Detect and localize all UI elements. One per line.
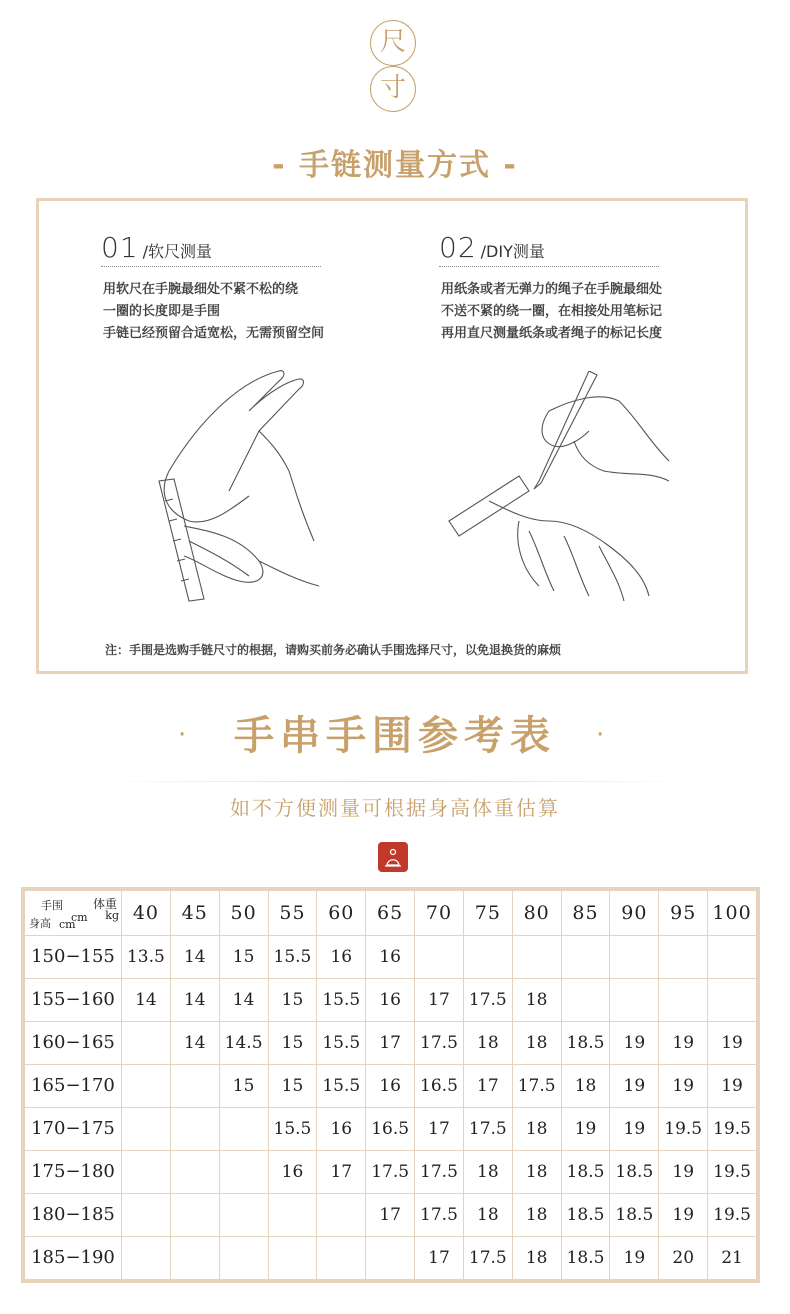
wrist-size-cell: 19.5 (659, 1107, 708, 1150)
wrist-size-cell: 18 (463, 1193, 512, 1236)
wrist-size-cell (708, 978, 757, 1021)
wrist-size-cell: 19.5 (708, 1150, 757, 1193)
weight-header: 40 (122, 891, 171, 936)
height-range-cell: 170−175 (25, 1107, 122, 1150)
wrist-size-cell: 21 (708, 1236, 757, 1279)
wrist-size-cell: 17.5 (512, 1064, 561, 1107)
wrist-size-cell: 17 (366, 1021, 415, 1064)
reference-subtitle: 如不方便测量可根据身高体重估算 (230, 796, 560, 820)
wrist-size-cell (366, 1236, 415, 1279)
wrist-size-cell (122, 1193, 171, 1236)
wrist-size-cell: 17.5 (415, 1193, 464, 1236)
step2-description (441, 279, 731, 345)
corner-height-unit: cm (59, 917, 76, 931)
wrist-size-cell (219, 1150, 268, 1193)
step2-number: 02 (439, 231, 477, 264)
wrist-size-cell: 16 (366, 1064, 415, 1107)
weight-header: 55 (268, 891, 317, 936)
table-corner-cell (25, 891, 122, 936)
wrist-size-cell: 18.5 (561, 1021, 610, 1064)
table-row (25, 1107, 757, 1150)
wrist-size-cell: 19 (659, 1021, 708, 1064)
step2-line: 不送不紧的绕一圈，在相接处用笔标记 (441, 304, 663, 319)
wrist-size-cell: 17 (415, 978, 464, 1021)
wrist-size-cell (268, 1236, 317, 1279)
title-dot-left: · (178, 720, 187, 750)
table-header-row (25, 891, 757, 936)
wrist-size-cell: 15.5 (317, 1021, 366, 1064)
wrist-size-cell: 19 (610, 1021, 659, 1064)
wrist-size-cell: 19 (610, 1107, 659, 1150)
wrist-size-cell: 15 (268, 1064, 317, 1107)
height-range-cell: 185−190 (25, 1236, 122, 1279)
wrist-size-cell: 16.5 (366, 1107, 415, 1150)
wrist-size-cell: 18.5 (561, 1150, 610, 1193)
table-row (25, 1150, 757, 1193)
wrist-size-cell: 16 (268, 1150, 317, 1193)
wrist-size-cell (170, 1064, 219, 1107)
height-range-cell: 155−160 (25, 978, 122, 1021)
measure-section-title: - 手链测量方式 - (272, 148, 518, 183)
measure-panel (36, 198, 748, 674)
wrist-size-cell (610, 978, 659, 1021)
wrist-size-cell (219, 1107, 268, 1150)
wrist-size-cell: 18 (512, 1021, 561, 1064)
step1-number: 01 (101, 231, 139, 264)
wrist-size-cell (170, 1107, 219, 1150)
title-dot-right: · (596, 720, 605, 750)
wrist-size-cell: 18.5 (561, 1193, 610, 1236)
weight-header: 80 (512, 891, 561, 936)
step2-heading (439, 231, 659, 267)
wrist-size-cell: 15.5 (268, 935, 317, 978)
wrist-size-cell: 18 (512, 1107, 561, 1150)
tape-measure-hand-illustration (129, 361, 329, 621)
wrist-size-cell (122, 1107, 171, 1150)
wrist-size-cell: 17 (415, 1236, 464, 1279)
wrist-size-cell (122, 1236, 171, 1279)
step1-line: 手链已经预留合适宽松，无需预留空间 (103, 326, 325, 341)
wrist-size-cell: 14 (219, 978, 268, 1021)
corner-cm-unit: cm (71, 911, 88, 924)
wrist-size-cell: 14 (170, 935, 219, 978)
table-row (25, 978, 757, 1021)
wrist-size-cell (122, 1064, 171, 1107)
table-row (25, 1236, 757, 1279)
step1-line: 用软尺在手腕最细处不紧不松的绕 (103, 282, 299, 297)
wrist-size-cell: 18.5 (610, 1193, 659, 1236)
height-range-cell: 165−170 (25, 1064, 122, 1107)
wrist-size-cell: 17.5 (463, 1236, 512, 1279)
height-range-cell: 150−155 (25, 935, 122, 978)
wrist-size-cell: 15 (268, 1021, 317, 1064)
wrist-size-cell: 16.5 (415, 1064, 464, 1107)
step2-label: /DIY测量 (480, 242, 545, 261)
wrist-size-cell: 16 (317, 1107, 366, 1150)
wrist-size-cell: 13.5 (122, 935, 171, 978)
wrist-size-cell: 17 (463, 1064, 512, 1107)
corner-wrist-label: 手围 (41, 899, 63, 912)
table-row (25, 1193, 757, 1236)
size-badge-top: 尺 (370, 20, 416, 66)
wrist-size-cell (122, 1150, 171, 1193)
wrist-size-cell: 17 (317, 1150, 366, 1193)
wrist-size-cell: 15 (219, 935, 268, 978)
wrist-size-cell: 18 (512, 1193, 561, 1236)
wrist-size-cell: 17.5 (415, 1021, 464, 1064)
corner-height-label: 身高 (29, 916, 51, 930)
weight-header: 70 (415, 891, 464, 936)
table-row (25, 1021, 757, 1064)
wrist-size-cell (170, 1193, 219, 1236)
wrist-size-cell: 18 (463, 1150, 512, 1193)
wrist-size-cell: 19 (708, 1064, 757, 1107)
wrist-size-cell (659, 978, 708, 1021)
wrist-size-cell (170, 1150, 219, 1193)
wrist-size-cell (317, 1193, 366, 1236)
wrist-size-cell (170, 1236, 219, 1279)
size-badge-bottom: 寸 (370, 66, 416, 112)
wrist-size-cell (219, 1236, 268, 1279)
table-row (25, 935, 757, 978)
wrist-size-cell: 18 (463, 1021, 512, 1064)
wrist-size-cell: 18 (561, 1064, 610, 1107)
wrist-size-cell: 15.5 (317, 978, 366, 1021)
step2-line: 用纸条或者无弹力的绳子在手腕最细处 (441, 282, 663, 297)
wrist-size-table (21, 887, 760, 1283)
wrist-size-cell: 15.5 (268, 1107, 317, 1150)
wrist-size-cell: 14.5 (219, 1021, 268, 1064)
weight-header: 65 (366, 891, 415, 936)
reference-table-title: 手串手围参考表 (234, 712, 556, 759)
wrist-size-cell: 19 (708, 1021, 757, 1064)
step1-line: 一圈的长度即是手围 (103, 304, 221, 319)
step2-line: 再用直尺测量纸条或者绳子的标记长度 (441, 326, 663, 341)
wrist-size-cell: 15.5 (317, 1064, 366, 1107)
wrist-size-cell (122, 1021, 171, 1064)
wrist-size-cell (659, 935, 708, 978)
wrist-size-cell: 16 (366, 935, 415, 978)
wrist-size-cell: 17 (366, 1193, 415, 1236)
diy-strip-hand-illustration (429, 371, 679, 621)
step1-label: /软尺测量 (142, 242, 213, 261)
wrist-size-cell: 17 (415, 1107, 464, 1150)
corner-weight-label: 体重 (92, 897, 117, 911)
height-range-cell: 175−180 (25, 1150, 122, 1193)
wrist-size-cell (610, 935, 659, 978)
wrist-size-cell: 19.5 (708, 1193, 757, 1236)
wrist-size-cell: 16 (366, 978, 415, 1021)
wrist-size-cell: 18 (512, 978, 561, 1021)
wrist-size-cell: 15 (219, 1064, 268, 1107)
wrist-size-cell: 18.5 (561, 1236, 610, 1279)
wrist-size-cell: 19 (561, 1107, 610, 1150)
weight-header: 85 (561, 891, 610, 936)
wrist-size-cell: 18 (512, 1236, 561, 1279)
wrist-size-cell: 17.5 (463, 978, 512, 1021)
weight-header: 95 (659, 891, 708, 936)
weight-header: 50 (219, 891, 268, 936)
weight-header: 60 (317, 891, 366, 936)
wrist-size-cell: 19 (659, 1064, 708, 1107)
wrist-size-cell (512, 935, 561, 978)
title-divider (100, 781, 690, 782)
wrist-size-cell: 19 (659, 1150, 708, 1193)
wrist-size-cell: 17.5 (415, 1150, 464, 1193)
table-row (25, 1064, 757, 1107)
step1-heading (101, 231, 321, 267)
measure-note: 注：手围是选购手链尺寸的根据，请购买前务必确认手围选择尺寸，以免退换货的麻烦 (105, 643, 562, 657)
wrist-size-cell (561, 935, 610, 978)
wrist-size-cell (463, 935, 512, 978)
wrist-size-cell (561, 978, 610, 1021)
wrist-size-cell: 15 (268, 978, 317, 1021)
weight-header: 90 (610, 891, 659, 936)
wrist-size-cell: 14 (170, 978, 219, 1021)
weight-header: 100 (708, 891, 757, 936)
wrist-size-cell: 17.5 (463, 1107, 512, 1150)
wrist-size-cell: 19 (610, 1236, 659, 1279)
wrist-size-cell: 19.5 (708, 1107, 757, 1150)
wrist-size-cell: 19 (659, 1193, 708, 1236)
wrist-size-cell: 19 (610, 1064, 659, 1107)
wrist-size-cell: 14 (170, 1021, 219, 1064)
corner-kg-unit: kg (105, 909, 119, 922)
wrist-size-cell (415, 935, 464, 978)
weight-header: 75 (463, 891, 512, 936)
wrist-size-cell: 20 (659, 1236, 708, 1279)
height-range-cell: 160−165 (25, 1021, 122, 1064)
wrist-size-cell: 14 (122, 978, 171, 1021)
wrist-size-cell: 18.5 (610, 1150, 659, 1193)
seal-stamp-icon (378, 842, 408, 872)
weight-header: 45 (170, 891, 219, 936)
wrist-size-cell (317, 1236, 366, 1279)
step1-description (103, 279, 393, 345)
wrist-size-cell (708, 935, 757, 978)
wrist-size-cell: 17.5 (366, 1150, 415, 1193)
wrist-size-cell (219, 1193, 268, 1236)
wrist-size-cell: 18 (512, 1150, 561, 1193)
wrist-size-cell (268, 1193, 317, 1236)
wrist-size-cell: 16 (317, 935, 366, 978)
height-range-cell: 180−185 (25, 1193, 122, 1236)
